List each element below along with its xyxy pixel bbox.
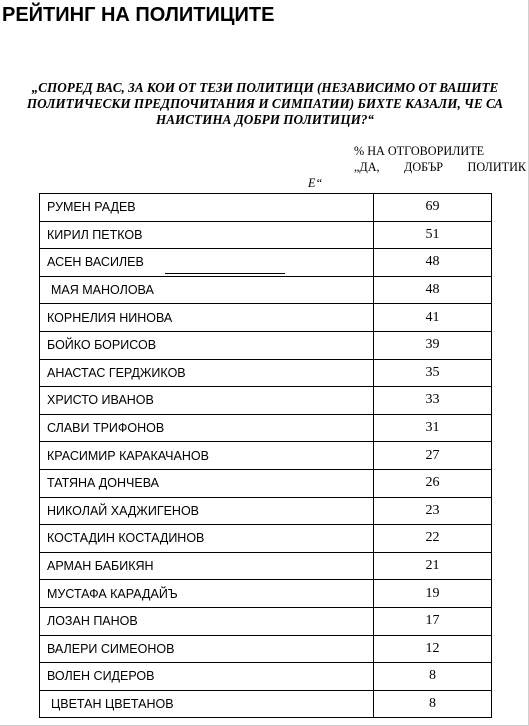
rating-value: 8 — [374, 663, 492, 691]
rating-value: 19 — [374, 580, 492, 608]
table-row — [40, 359, 492, 387]
politician-name: РУМЕН РАДЕВ — [40, 194, 374, 222]
table-row — [40, 304, 492, 332]
rating-value: 23 — [374, 497, 492, 525]
table-row — [40, 194, 492, 222]
table-row — [40, 276, 492, 304]
survey-question: „СПОРЕД ВАС, ЗА КОИ ОТ ТЕЗИ ПОЛИТИЦИ (НЕЗАВИСИМО ОТ ВАШИТЕ ПОЛИТИЧЕСКИ ПРЕДПОЧИТАНИЯ И СИМПАТИИ) БИХТЕ КАЗАЛИ, ЧЕ СА НАИСТИНА ДОБРИ ПОЛИТИЦИ?“ — [26, 80, 504, 127]
table-row — [40, 525, 492, 553]
table-row — [40, 580, 492, 608]
politician-name: НИКОЛАЙ ХАДЖИГЕНОВ — [40, 497, 374, 525]
politician-name: АСЕН ВАСИЛЕВ — [40, 249, 374, 277]
rating-value: 41 — [374, 304, 492, 332]
politician-name: МУСТАФА КАРАДАЙЪ — [40, 580, 374, 608]
rating-value: 69 — [374, 194, 492, 222]
politician-name: ВОЛЕН СИДЕРОВ — [40, 663, 374, 691]
rating-value: 8 — [374, 690, 492, 718]
rating-value: 27 — [374, 442, 492, 470]
politician-name: КРАСИМИР КАРАКАЧАНОВ — [40, 442, 374, 470]
rating-value: 48 — [374, 276, 492, 304]
rating-value: 12 — [374, 635, 492, 663]
rating-value: 33 — [374, 387, 492, 415]
rating-value: 31 — [374, 414, 492, 442]
column-header-line3: Е“ — [308, 176, 323, 190]
table-row — [40, 663, 492, 691]
rating-value: 51 — [374, 221, 492, 249]
table-row — [40, 442, 492, 470]
politician-name: БОЙКО БОРИСОВ — [40, 331, 374, 359]
rating-value: 35 — [374, 359, 492, 387]
politician-name: ХРИСТО ИВАНОВ — [40, 387, 374, 415]
rating-value: 48 — [374, 249, 492, 277]
underline-mark — [165, 273, 285, 274]
rating-value: 22 — [374, 525, 492, 553]
table-row — [40, 221, 492, 249]
politician-name: ЦВЕТАН ЦВЕТАНОВ — [40, 690, 374, 718]
politician-name: ЛОЗАН ПАНОВ — [40, 607, 374, 635]
table-row — [40, 635, 492, 663]
rating-value: 26 — [374, 469, 492, 497]
rating-value: 21 — [374, 552, 492, 580]
politician-name: КИРИЛ ПЕТКОВ — [40, 221, 374, 249]
politician-name: ТАТЯНА ДОНЧЕВА — [40, 469, 374, 497]
table-row — [40, 387, 492, 415]
politician-name: СЛАВИ ТРИФОНОВ — [40, 414, 374, 442]
table-row — [40, 414, 492, 442]
politician-name: ВАЛЕРИ СИМЕОНОВ — [40, 635, 374, 663]
column-header-line2: „ДА, ДОБЪР ПОЛИТИК — [354, 160, 526, 174]
column-header — [354, 143, 526, 175]
politician-name: МАЯ МАНОЛОВА — [40, 276, 374, 304]
column-header-line1: % НА ОТГОВОРИЛИТЕ — [354, 144, 485, 158]
politician-name: АРМАН БАБИКЯН — [40, 552, 374, 580]
document-title: РЕЙТИНГ НА ПОЛИТИЦИТЕ — [2, 4, 275, 26]
politician-name: АНАСТАС ГЕРДЖИКОВ — [40, 359, 374, 387]
table-row — [40, 607, 492, 635]
rating-value: 17 — [374, 607, 492, 635]
table-row — [40, 497, 492, 525]
table-row — [40, 331, 492, 359]
politician-name: КОРНЕЛИЯ НИНОВА — [40, 304, 374, 332]
table-row — [40, 690, 492, 718]
table-row — [40, 552, 492, 580]
rating-value: 39 — [374, 331, 492, 359]
politician-name: КОСТАДИН КОСТАДИНОВ — [40, 525, 374, 553]
table-row — [40, 469, 492, 497]
rating-table — [39, 193, 492, 718]
